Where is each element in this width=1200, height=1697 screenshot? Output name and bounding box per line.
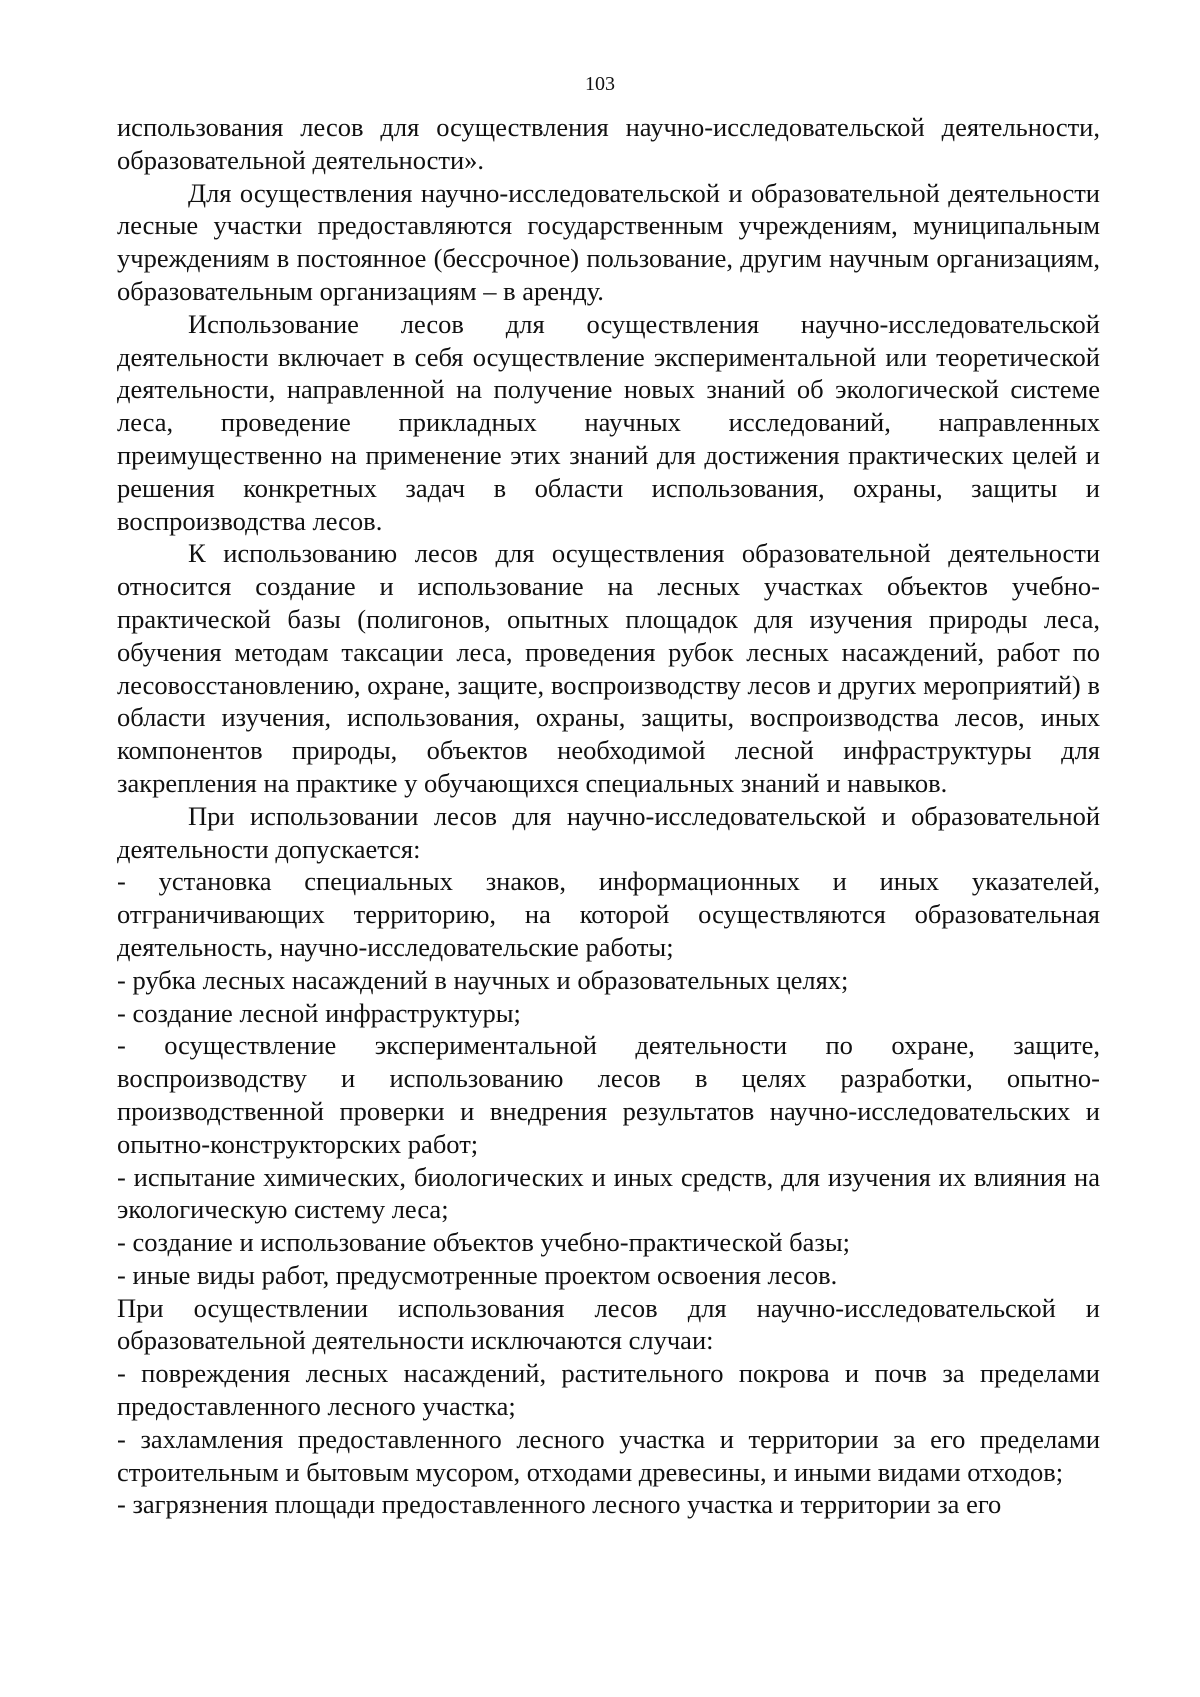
document-body (117, 111, 1100, 1521)
list-item-experimental: - осуществление экспериментальной деятельности по охране, защите, воспроизводству и использованию лесов в целях разработки, опытно-производственной проверки и внедрения результатов научно-исследовательских и опытно-конструкторских работ; (117, 1030, 1100, 1159)
paragraph-continuation: использования лесов для осуществления научно-исследовательской деятельности, образовательной деятельности». (117, 112, 1100, 175)
paragraph-allowed-intro: При использовании лесов для научно-исследовательской и образовательной деятельности допускается: (117, 800, 1100, 864)
list-item-infrastructure: - создание лесной инфраструктуры; (117, 997, 521, 1028)
list-item-littering: - захламления предоставленного лесного участка и территории за его пределами строительным и бытовым мусором, отходами древесины, и иными видами отходов; (117, 1423, 1100, 1487)
list-item-other-works: - иные виды работ, предусмотренные проектом освоения лесов. (117, 1259, 838, 1290)
list-item-damage: - повреждения лесных насаждений, растительного покрова и почв за пределами предоставленного лесного участка; (117, 1358, 1100, 1422)
list-item-signs: - установка специальных знаков, информационных и иных указателей, отграничивающих территорию, на которой осуществляются образовательная деятельность, научно-исследовательские работы; (117, 866, 1100, 962)
paragraph-educational-use: К использованию лесов для осуществления образовательной деятельности относится создание и использование на лесных участках объектов учебно-практической базы (полигонов, опытных площадок для изучения природы леса, обучения методам таксации леса, проведения рубок лесных насаждений, работ по лесовосстановлению, охране, защите, воспроизводству лесов и других мероприятий) в области изучения, использования, охраны, защиты, воспроизводства лесов, иных компонентов природы, объектов необходимой лесной инфраструктуры для закрепления на практике у обучающихся специальных знаний и навыков. (117, 538, 1100, 798)
paragraph-excluded-intro: При осуществлении использования лесов для научно-исследовательской и образовательной деятельности исключаются случаи: (117, 1292, 1100, 1356)
paragraph-research-use: Использование лесов для осуществления научно-исследовательской деятельности включает в себя осуществление экспериментальной или теоретической деятельности, направленной на получение новых знаний об экологической системе леса, проведение прикладных научных исследований, направленных преимущественно на применение этих знаний для достижения практических целей и решения конкретных задач в области использования, охраны, защиты и воспроизводства лесов. (117, 308, 1100, 536)
page-number: 103 (585, 73, 615, 95)
list-item-testing: - испытание химических, биологических и иных средств, для изучения их влияния на экологическую систему леса; (117, 1161, 1100, 1225)
list-item-felling: - рубка лесных насаждений в научных и образовательных целях; (117, 964, 849, 995)
list-item-training-base: - создание и использование объектов учебно-практической базы; (117, 1227, 851, 1258)
paragraph-land-provision: Для осуществления научно-исследовательской и образовательной деятельности лесные участки предоставляются государственным учреждениям, муниципальным учреждениям в постоянное (бессрочное) пользование, другим научным организациям, образовательным организациям – в аренду. (117, 177, 1100, 306)
list-item-pollution: - загрязнения площади предоставленного лесного участка и территории за его (117, 1489, 1002, 1520)
